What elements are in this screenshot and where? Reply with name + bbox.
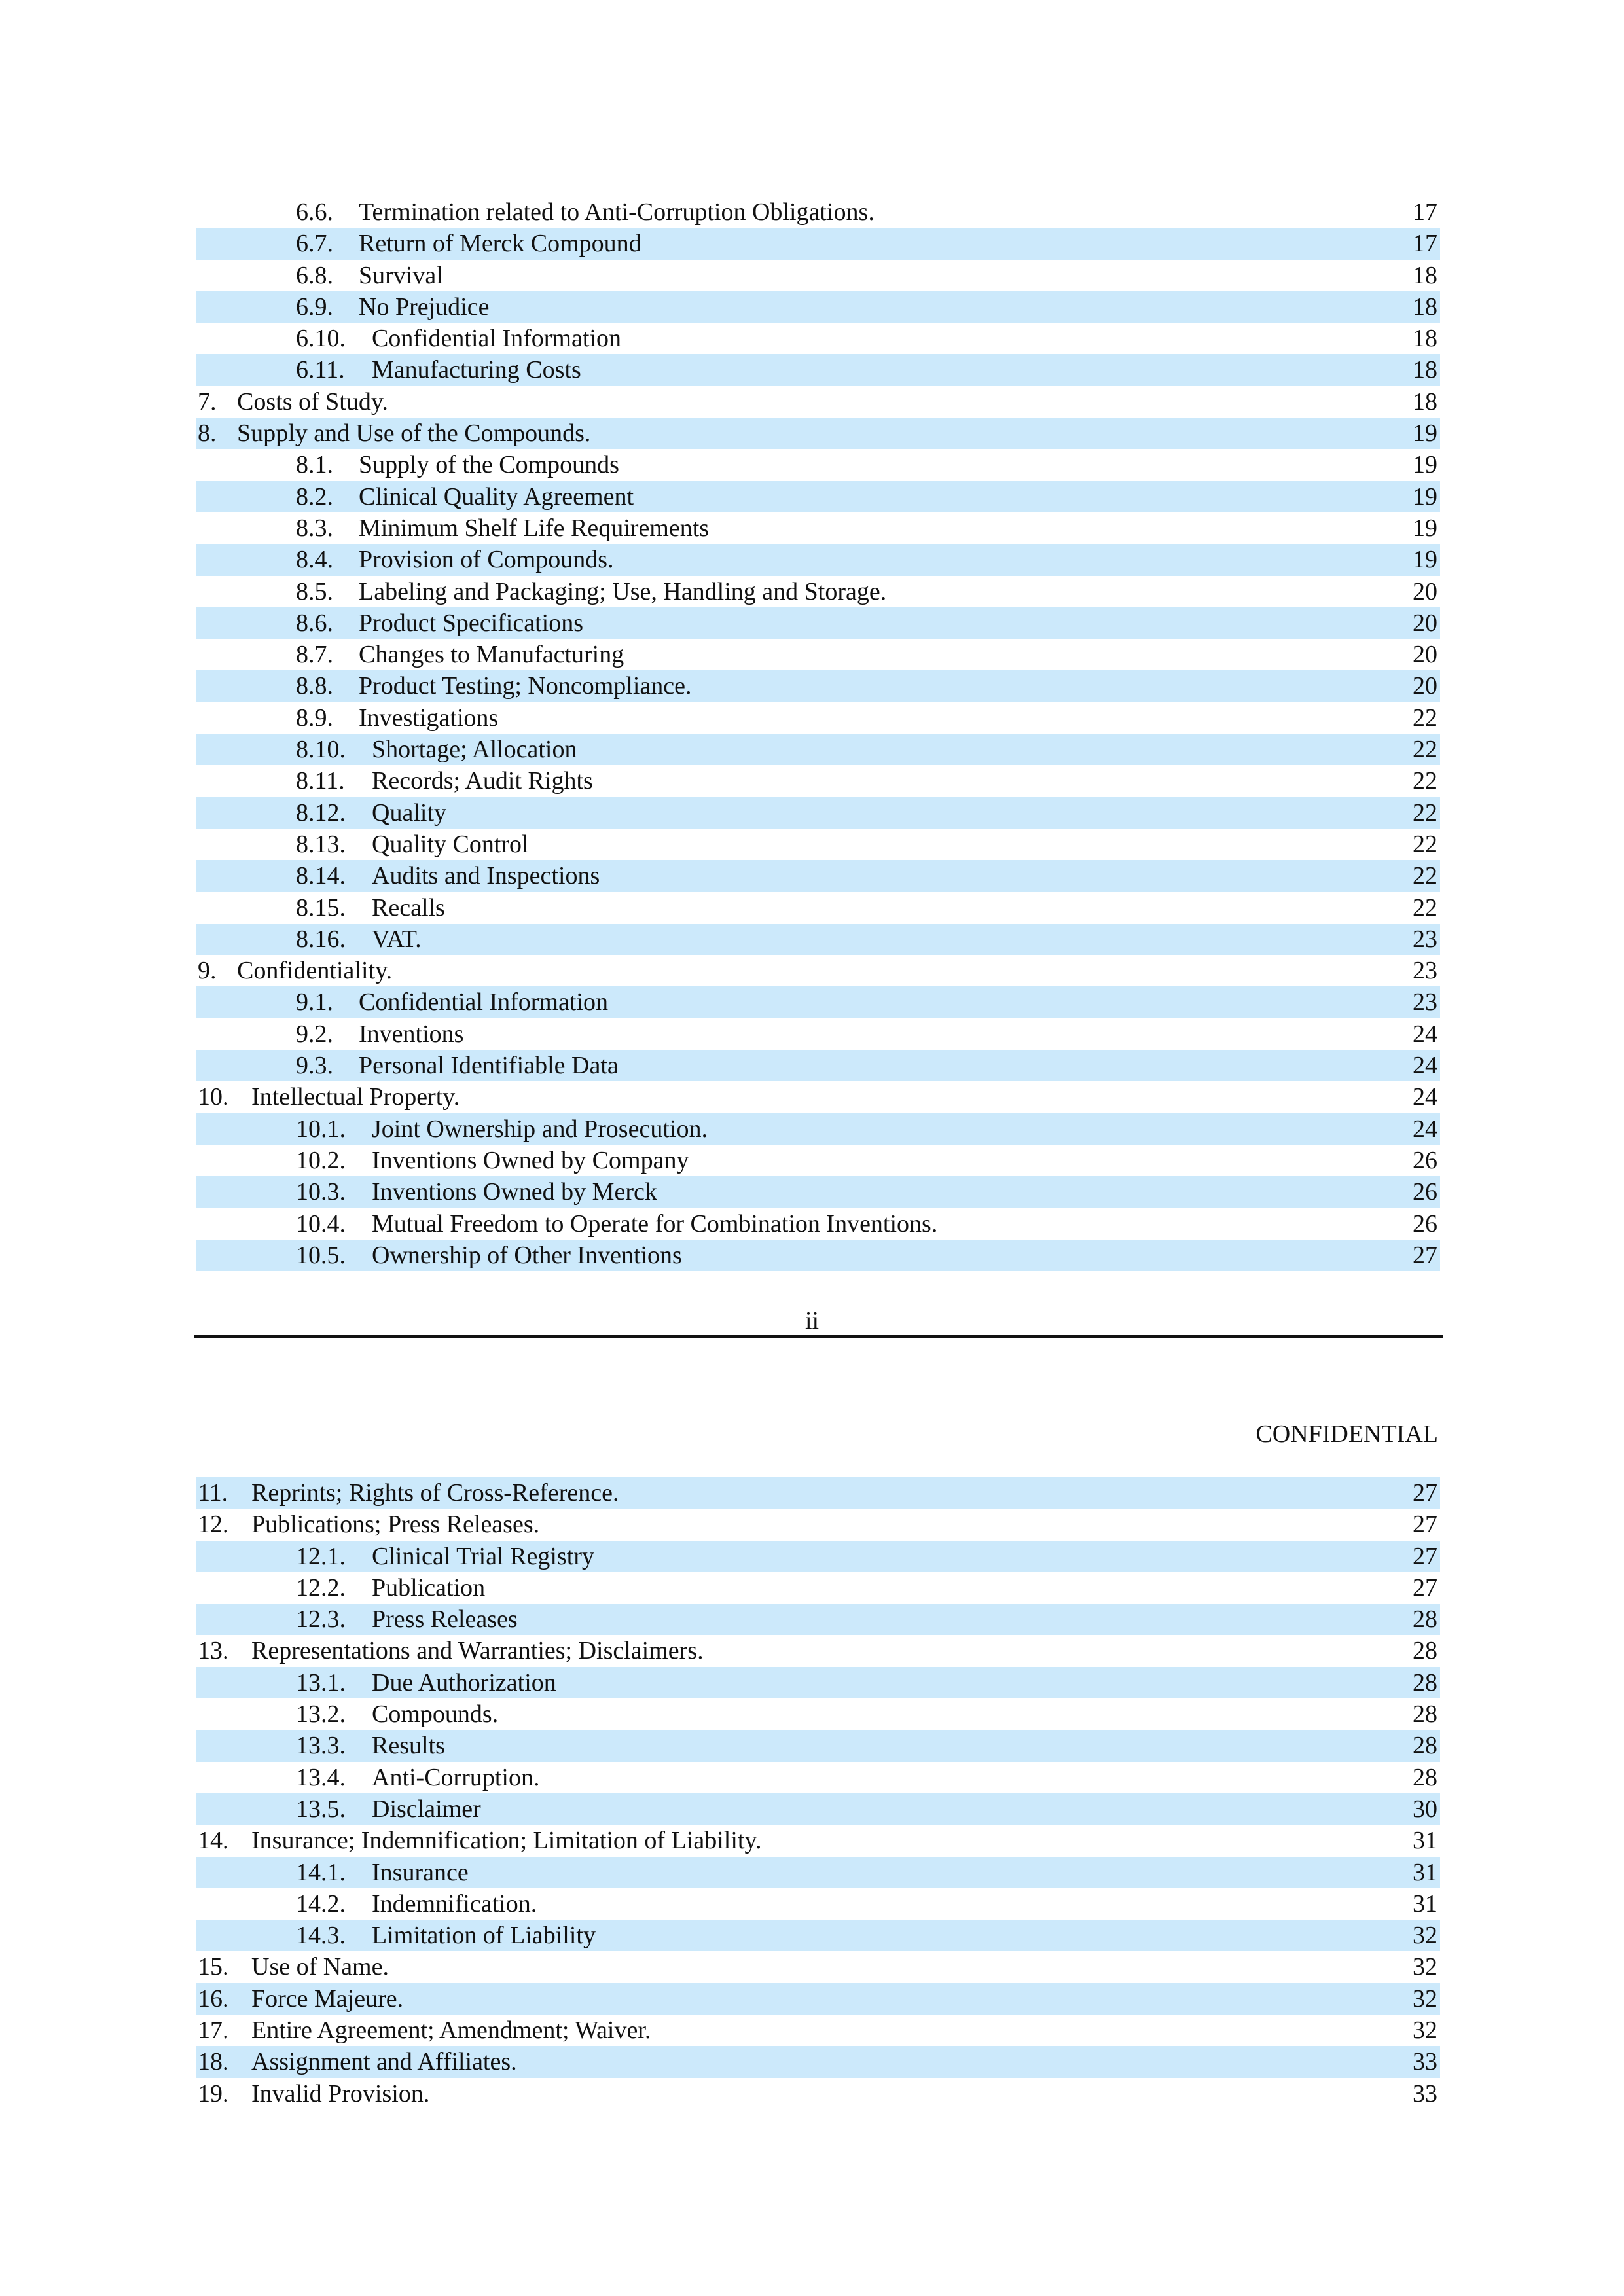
toc-entry-page[interactable]: 20 xyxy=(1413,641,1437,669)
toc-entry[interactable] xyxy=(196,1145,1440,1176)
toc-entry[interactable] xyxy=(196,1018,1440,1050)
toc-entry-page[interactable]: 27 xyxy=(1413,1511,1437,1539)
toc-entry-title[interactable]: Costs of Study. xyxy=(237,387,388,416)
page-divider xyxy=(194,1335,1443,1338)
toc-entry-number: 8. xyxy=(198,420,217,448)
toc-entry-page[interactable]: 19 xyxy=(1413,546,1437,574)
toc-entry-page[interactable]: 19 xyxy=(1413,451,1437,479)
toc-entry-page[interactable]: 27 xyxy=(1413,1241,1437,1269)
toc-entry[interactable] xyxy=(196,576,1440,607)
toc-entry-title[interactable]: Investigations xyxy=(359,704,499,732)
toc-entry-number: 15. xyxy=(198,1953,229,1981)
toc-entry-title[interactable]: Inventions Owned by Merck xyxy=(372,1178,657,1206)
toc-entry[interactable] xyxy=(196,544,1440,575)
toc-entry-number: 8.12. xyxy=(296,798,346,827)
confidential-header: CONFIDENTIAL xyxy=(1255,1420,1438,1448)
toc-entry-title[interactable]: Invalid Provision. xyxy=(251,2079,430,2108)
toc-entry-page[interactable]: 23 xyxy=(1413,988,1437,1016)
toc-entry[interactable] xyxy=(196,1793,1440,1825)
toc-entry[interactable] xyxy=(196,1920,1440,1951)
toc-entry-title[interactable]: Shortage; Allocation xyxy=(372,736,577,764)
toc-entry[interactable] xyxy=(196,1825,1440,1856)
toc-entry-title[interactable]: Results xyxy=(372,1732,445,1760)
toc-entry-page[interactable]: 27 xyxy=(1413,1542,1437,1570)
toc-entry[interactable] xyxy=(196,196,1440,228)
toc-entry[interactable] xyxy=(196,1667,1440,1698)
toc-entry-title[interactable]: Inventions Owned by Company xyxy=(372,1146,689,1174)
toc-entry-number: 8.5. xyxy=(296,577,333,605)
toc-entry-page[interactable]: 23 xyxy=(1413,925,1437,953)
toc-entry-number: 8.7. xyxy=(296,641,333,669)
toc-entry-page[interactable]: 32 xyxy=(1413,1922,1437,1950)
toc-entry[interactable] xyxy=(196,2046,1440,2077)
toc-entry-page[interactable]: 33 xyxy=(1413,2079,1437,2108)
toc-entry[interactable] xyxy=(196,670,1440,702)
toc-entry-page[interactable]: 18 xyxy=(1413,356,1437,384)
toc-entry-title[interactable]: Use of Name. xyxy=(251,1953,389,1981)
toc-entry-number: 6.6. xyxy=(296,198,333,226)
toc-entry-number: 13. xyxy=(198,1637,229,1665)
toc-entry-page[interactable]: 22 xyxy=(1413,893,1437,922)
toc-entry-number: 10. xyxy=(198,1083,229,1111)
toc-entry-page[interactable]: 27 xyxy=(1413,1479,1437,1507)
toc-entry-page[interactable]: 30 xyxy=(1413,1795,1437,1823)
toc-entry[interactable] xyxy=(196,512,1440,544)
toc-entry[interactable] xyxy=(196,1604,1440,1635)
toc-entry-number: 10.2. xyxy=(296,1146,346,1174)
toc-entry[interactable] xyxy=(196,2015,1440,2046)
toc-entry[interactable] xyxy=(196,1477,1440,1509)
toc-entry[interactable] xyxy=(196,1208,1440,1240)
toc-entry[interactable] xyxy=(196,228,1440,259)
toc-entry[interactable] xyxy=(196,702,1440,734)
toc-entry-title[interactable]: Confidentiality. xyxy=(237,957,393,985)
toc-entry-title[interactable]: Product Specifications xyxy=(359,609,583,637)
toc-entry-page[interactable]: 22 xyxy=(1413,798,1437,827)
toc-entry[interactable] xyxy=(196,924,1440,955)
toc-entry-number: 8.14. xyxy=(296,862,346,890)
toc-entry-title[interactable]: Clinical Quality Agreement xyxy=(359,482,634,511)
toc-entry-page[interactable]: 18 xyxy=(1413,293,1437,321)
toc-entry-page[interactable]: 32 xyxy=(1413,1953,1437,1981)
toc-entry-number: 13.5. xyxy=(296,1795,346,1823)
toc-entry-title[interactable]: Supply and Use of the Compounds. xyxy=(237,420,591,448)
toc-entry-title[interactable]: Inventions xyxy=(359,1020,464,1048)
toc-entry-number: 6.11. xyxy=(296,356,345,384)
toc-entry-title[interactable]: Minimum Shelf Life Requirements xyxy=(359,514,710,542)
toc-entry[interactable] xyxy=(196,607,1440,639)
toc-entry-title[interactable]: Ownership of Other Inventions xyxy=(372,1241,682,1269)
toc-entry[interactable] xyxy=(196,2078,1440,2109)
toc-entry[interactable] xyxy=(196,418,1440,449)
toc-entry-number: 17. xyxy=(198,2017,229,2045)
toc-entry-page[interactable]: 18 xyxy=(1413,261,1437,289)
toc-entry-number: 9. xyxy=(198,957,217,985)
toc-entry-number: 13.3. xyxy=(296,1732,346,1760)
toc-entry-title[interactable]: Assignment and Affiliates. xyxy=(251,2048,517,2076)
toc-entry-title[interactable]: Intellectual Property. xyxy=(251,1083,460,1111)
toc-entry-title[interactable]: Press Releases xyxy=(372,1605,518,1634)
toc-entry-number: 8.9. xyxy=(296,704,333,732)
toc-entry-page[interactable]: 31 xyxy=(1413,1890,1437,1918)
toc-entry-title[interactable]: Quality Control xyxy=(372,830,529,858)
toc-entry[interactable] xyxy=(196,260,1440,291)
toc-entry[interactable] xyxy=(196,1240,1440,1271)
toc-entry[interactable] xyxy=(196,1176,1440,1208)
toc-entry-page[interactable]: 19 xyxy=(1413,420,1437,448)
toc-entry-title[interactable]: Confidential Information xyxy=(372,325,621,353)
toc-entry[interactable] xyxy=(196,1541,1440,1572)
toc-entry-number: 8.3. xyxy=(296,514,333,542)
toc-entry[interactable] xyxy=(196,1509,1440,1540)
toc-entry-page[interactable]: 22 xyxy=(1413,862,1437,890)
toc-entry-title[interactable]: Representations and Warranties; Disclaimers. xyxy=(251,1637,704,1665)
toc-entry[interactable] xyxy=(196,1857,1440,1888)
toc-entry[interactable] xyxy=(196,1572,1440,1604)
toc-entry-page[interactable]: 28 xyxy=(1413,1668,1437,1696)
toc-entry-number: 14. xyxy=(198,1827,229,1855)
toc-entry[interactable] xyxy=(196,986,1440,1018)
toc-entry-title[interactable]: Return of Merck Compound xyxy=(359,230,641,258)
toc-entry-number: 8.13. xyxy=(296,830,346,858)
toc-entry-title[interactable]: Anti-Corruption. xyxy=(372,1763,540,1791)
toc-entry-number: 8.10. xyxy=(296,736,346,764)
toc-entry-number: 13.2. xyxy=(296,1700,346,1729)
toc-entry-number: 11. xyxy=(198,1479,228,1507)
toc-entry-title[interactable]: Records; Audit Rights xyxy=(372,767,593,795)
toc-entry-page[interactable]: 20 xyxy=(1413,609,1437,637)
toc-entry-page[interactable]: 32 xyxy=(1413,1984,1437,2013)
toc-entry-number: 8.11. xyxy=(296,767,345,795)
toc-entry-number: 12.1. xyxy=(296,1542,346,1570)
toc-entry-page[interactable]: 28 xyxy=(1413,1605,1437,1634)
toc-entry-page[interactable]: 22 xyxy=(1413,767,1437,795)
toc-entry-number: 9.1. xyxy=(296,988,333,1016)
toc-entry-number: 8.8. xyxy=(296,672,333,700)
toc-entry-number: 13.4. xyxy=(296,1763,346,1791)
toc-entry-number: 13.1. xyxy=(296,1668,346,1696)
toc-entry-title[interactable]: Termination related to Anti-Corruption Obligations. xyxy=(359,198,875,226)
toc-entry-page[interactable]: 22 xyxy=(1413,704,1437,732)
toc-entry-title[interactable]: Provision of Compounds. xyxy=(359,546,614,574)
toc-entry[interactable] xyxy=(196,1888,1440,1920)
toc-entry-title[interactable]: Personal Identifiable Data xyxy=(359,1052,619,1080)
toc-entry-title[interactable]: Joint Ownership and Prosecution. xyxy=(372,1115,708,1143)
toc-entry-number: 8.2. xyxy=(296,482,333,511)
toc-entry-number: 16. xyxy=(198,1984,229,2013)
toc-entry[interactable] xyxy=(196,291,1440,323)
toc-entry-number: 12. xyxy=(198,1511,229,1539)
toc-entry[interactable] xyxy=(196,892,1440,924)
toc-entry[interactable] xyxy=(196,1762,1440,1793)
toc-entry-title[interactable]: Quality xyxy=(372,798,446,827)
toc-entry-page[interactable]: 20 xyxy=(1413,672,1437,700)
toc-entry[interactable] xyxy=(196,449,1440,480)
toc-entry-page[interactable]: 22 xyxy=(1413,830,1437,858)
toc-entry-number: 10.1. xyxy=(296,1115,346,1143)
toc-entry-title[interactable]: Publications; Press Releases. xyxy=(251,1511,540,1539)
toc-section-top xyxy=(196,196,1440,1271)
toc-entry-title[interactable]: Survival xyxy=(359,261,443,289)
toc-entry-number: 14.3. xyxy=(296,1922,346,1950)
toc-entry-title[interactable]: Reprints; Rights of Cross-Reference. xyxy=(251,1479,619,1507)
toc-entry-page[interactable]: 24 xyxy=(1413,1052,1437,1080)
toc-entry-page[interactable]: 26 xyxy=(1413,1210,1437,1238)
toc-entry[interactable] xyxy=(196,481,1440,512)
toc-entry-title[interactable]: Labeling and Packaging; Use, Handling and Storage. xyxy=(359,577,887,605)
toc-entry-number: 7. xyxy=(198,387,217,416)
toc-entry-page[interactable]: 33 xyxy=(1413,2048,1437,2076)
toc-entry-title[interactable]: Compounds. xyxy=(372,1700,499,1729)
toc-entry-title[interactable]: Mutual Freedom to Operate for Combination Inventions. xyxy=(372,1210,938,1238)
toc-entry-page[interactable]: 18 xyxy=(1413,387,1437,416)
toc-entry-number: 14.2. xyxy=(296,1890,346,1918)
toc-entry-title[interactable]: VAT. xyxy=(372,925,422,953)
toc-entry-page[interactable]: 19 xyxy=(1413,482,1437,511)
toc-entry-number: 6.9. xyxy=(296,293,333,321)
toc-entry-title[interactable]: Product Testing; Noncompliance. xyxy=(359,672,692,700)
toc-entry-number: 8.1. xyxy=(296,451,333,479)
toc-entry[interactable] xyxy=(196,1113,1440,1145)
toc-entry-title[interactable]: Limitation of Liability xyxy=(372,1922,596,1950)
toc-entry-page[interactable]: 26 xyxy=(1413,1146,1437,1174)
toc-entry[interactable] xyxy=(196,955,1440,986)
toc-entry-number: 14.1. xyxy=(296,1858,346,1886)
toc-entry-page[interactable]: 26 xyxy=(1413,1178,1437,1206)
toc-entry-title[interactable]: Publication xyxy=(372,1573,486,1602)
toc-entry[interactable] xyxy=(196,829,1440,860)
toc-entry-number: 8.6. xyxy=(296,609,333,637)
toc-entry[interactable] xyxy=(196,1635,1440,1666)
toc-entry-number: 8.15. xyxy=(296,893,346,922)
toc-entry-title[interactable]: Manufacturing Costs xyxy=(372,356,581,384)
toc-entry-number: 6.7. xyxy=(296,230,333,258)
toc-entry-title[interactable]: Confidential Information xyxy=(359,988,608,1016)
toc-entry-page[interactable]: 17 xyxy=(1413,198,1437,226)
toc-entry-title[interactable]: Recalls xyxy=(372,893,445,922)
toc-entry[interactable] xyxy=(196,765,1440,797)
toc-entry-number: 10.3. xyxy=(296,1178,346,1206)
toc-entry-page[interactable]: 23 xyxy=(1413,957,1437,985)
toc-entry-number: 10.5. xyxy=(296,1241,346,1269)
toc-entry-page[interactable]: 28 xyxy=(1413,1700,1437,1729)
toc-entry[interactable] xyxy=(196,1983,1440,2015)
toc-entry-number: 10.4. xyxy=(296,1210,346,1238)
toc-entry-page[interactable]: 28 xyxy=(1413,1763,1437,1791)
toc-entry-page[interactable]: 24 xyxy=(1413,1020,1437,1048)
toc-entry-title[interactable]: Indemnification. xyxy=(372,1890,537,1918)
toc-entry-title[interactable]: Force Majeure. xyxy=(251,1984,404,2013)
toc-entry-page[interactable]: 27 xyxy=(1413,1573,1437,1602)
page-number: ii xyxy=(804,1307,820,1335)
toc-entry[interactable] xyxy=(196,1698,1440,1730)
toc-entry[interactable] xyxy=(196,1050,1440,1081)
toc-entry-number: 8.16. xyxy=(296,925,346,953)
toc-entry-page[interactable]: 31 xyxy=(1413,1827,1437,1855)
toc-entry-number: 18. xyxy=(198,2048,229,2076)
toc-entry-number: 6.10. xyxy=(296,325,346,353)
toc-entry-page[interactable]: 28 xyxy=(1413,1732,1437,1760)
toc-section-bottom xyxy=(196,1477,1440,2109)
toc-entry-number: 12.3. xyxy=(296,1605,346,1634)
toc-entry-page[interactable]: 31 xyxy=(1413,1858,1437,1886)
toc-entry[interactable] xyxy=(196,354,1440,386)
toc-entry-title[interactable]: Due Authorization xyxy=(372,1668,556,1696)
toc-entry-title[interactable]: Audits and Inspections xyxy=(372,862,600,890)
toc-entry[interactable] xyxy=(196,860,1440,891)
toc-entry-title[interactable]: Changes to Manufacturing xyxy=(359,641,624,669)
toc-entry[interactable] xyxy=(196,639,1440,670)
toc-entry-number: 12.2. xyxy=(296,1573,346,1602)
toc-entry-title[interactable]: Entire Agreement; Amendment; Waiver. xyxy=(251,2017,651,2045)
toc-entry-title[interactable]: Supply of the Compounds xyxy=(359,451,619,479)
toc-entry-number: 19. xyxy=(198,2079,229,2108)
toc-entry-page[interactable]: 20 xyxy=(1413,577,1437,605)
toc-entry-page[interactable]: 22 xyxy=(1413,736,1437,764)
toc-entry-page[interactable]: 17 xyxy=(1413,230,1437,258)
toc-entry-title[interactable]: Disclaimer xyxy=(372,1795,481,1823)
toc-entry-title[interactable]: Insurance; Indemnification; Limitation of Liability. xyxy=(251,1827,762,1855)
toc-entry[interactable] xyxy=(196,386,1440,418)
toc-entry-page[interactable]: 32 xyxy=(1413,2017,1437,2045)
toc-entry-page[interactable]: 28 xyxy=(1413,1637,1437,1665)
toc-entry-title[interactable]: No Prejudice xyxy=(359,293,490,321)
toc-entry-number: 9.3. xyxy=(296,1052,333,1080)
toc-entry[interactable] xyxy=(196,797,1440,829)
toc-entry-page[interactable]: 19 xyxy=(1413,514,1437,542)
toc-entry[interactable] xyxy=(196,734,1440,765)
toc-entry[interactable] xyxy=(196,323,1440,354)
toc-entry-title[interactable]: Clinical Trial Registry xyxy=(372,1542,594,1570)
toc-entry-page[interactable]: 18 xyxy=(1413,325,1437,353)
toc-entry[interactable] xyxy=(196,1730,1440,1761)
toc-entry[interactable] xyxy=(196,1951,1440,1982)
toc-entry-page[interactable]: 24 xyxy=(1413,1083,1437,1111)
toc-entry-number: 8.4. xyxy=(296,546,333,574)
toc-entry[interactable] xyxy=(196,1081,1440,1113)
toc-entry-page[interactable]: 24 xyxy=(1413,1115,1437,1143)
toc-entry-number: 9.2. xyxy=(296,1020,333,1048)
toc-entry-title[interactable]: Insurance xyxy=(372,1858,469,1886)
toc-entry-number: 6.8. xyxy=(296,261,333,289)
